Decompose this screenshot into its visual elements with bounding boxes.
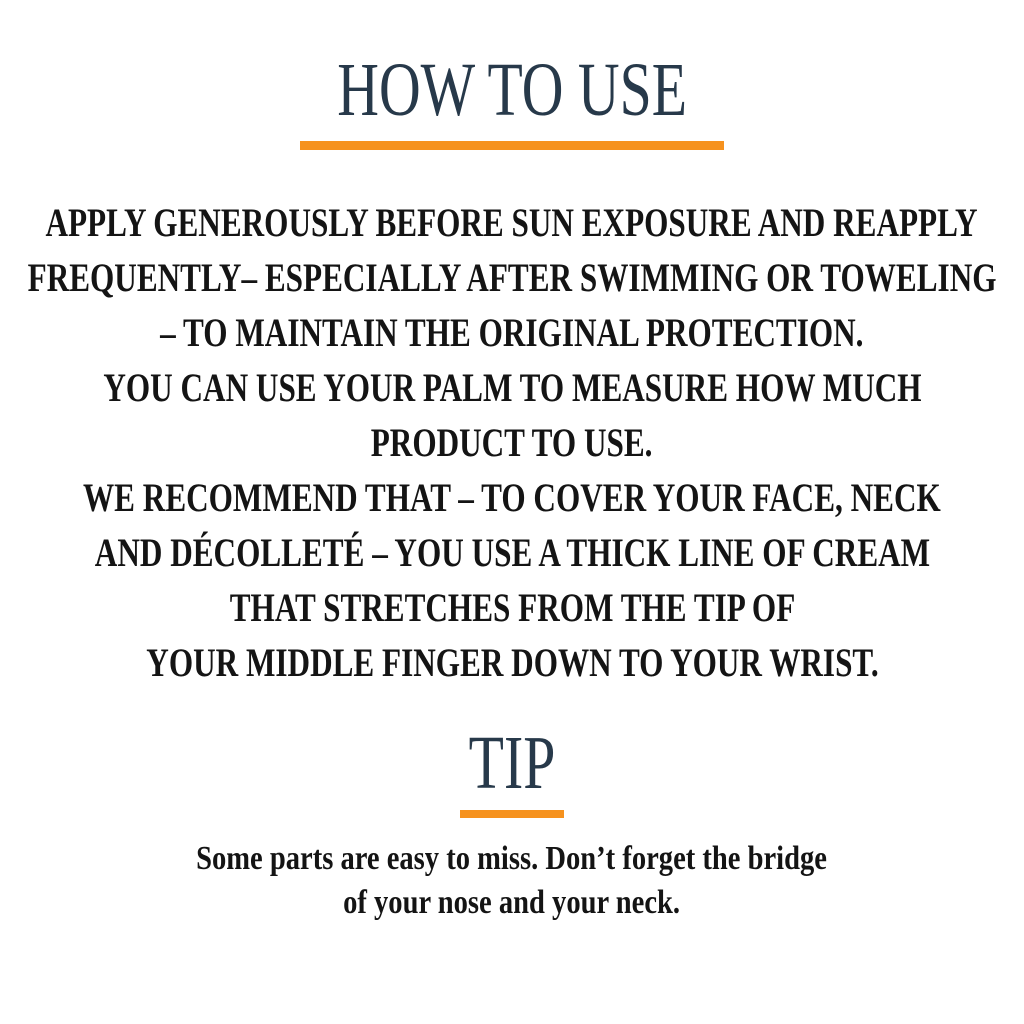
tip-line: of your nose and your neck. [343,884,681,921]
body-line: AND DÉCOLLETÉ – YOU USE A THICK LINE OF CREAM [94,530,930,575]
body-line: THAT STRETCHES FROM THE TIP OF [229,585,795,630]
body-line: YOU CAN USE YOUR PALM TO MEASURE HOW MUCH [102,365,922,410]
tip-section [0,690,1024,925]
tip-title: TIP [468,721,556,805]
body-line: APPLY GENEROUSLY BEFORE SUN EXPOSURE AND REAPPLY [45,200,979,245]
how-to-use-body [0,195,1024,690]
body-line: WE RECOMMEND THAT – TO COVER YOUR FACE, NECK [83,475,941,520]
body-line: – TO MAINTAIN THE ORIGINAL PROTECTION. [160,310,864,355]
how-to-use-title: HOW TO USE [337,48,687,132]
tip-line: Some parts are easy to miss. Don’t forget the bridge [196,840,828,877]
body-line: YOUR MIDDLE FINGER DOWN TO YOUR WRIST. [145,640,879,685]
body-line: FREQUENTLY– ESPECIALLY AFTER SWIMMING OR TOWELING [27,255,997,300]
body-line: PRODUCT TO USE. [371,420,653,465]
how-to-use-underline [300,141,724,150]
tip-underline [460,810,564,818]
tip-body [136,837,887,925]
